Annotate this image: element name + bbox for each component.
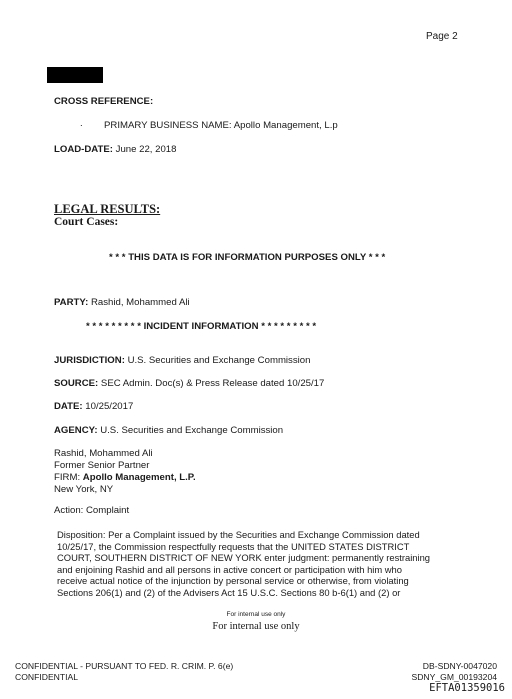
disposition-line: COURT, SOUTHERN DISTRICT OF NEW YORK enter judgment: permanently restraining — [57, 552, 431, 564]
firm-value: Apollo Management, L.P. — [82, 472, 196, 483]
date-value: 10/25/2017 — [85, 401, 134, 412]
date — [54, 401, 133, 413]
agency-label: AGENCY: — [54, 425, 98, 436]
confidential-line-1: CONFIDENTIAL - PURSUANT TO FED. R. CRIM. P. 6(e) — [15, 661, 234, 671]
page-number: Page 2 — [426, 31, 458, 42]
internal-use-large: For internal use only — [212, 621, 300, 632]
jurisdiction-value: U.S. Securities and Exchange Commission — [127, 355, 311, 366]
efta-stamp: EFTA01359016 — [429, 682, 505, 694]
person-name: Rashid, Mohammed Ali — [54, 448, 153, 459]
agency-value: U.S. Securities and Exchange Commission — [100, 425, 284, 436]
doc-id-1: DB-SDNY-0047020 — [422, 661, 497, 671]
source-value: SEC Admin. Doc(s) & Press Release dated 10/25/17 — [100, 378, 325, 389]
disposition-line: 10/25/17, the Commission respectfully requests that the UNITED STATES DISTRICT — [57, 540, 410, 552]
agency — [54, 425, 283, 437]
disposition-line: and enjoining Rashid and all persons in active concert or participation with him who — [57, 563, 402, 575]
source-label: SOURCE: — [54, 378, 99, 389]
disposition-line: Sections 206(1) and (2) of the Advisers Act 15 U.S.C. Sections 80 b-6(1) and (2) or — [57, 586, 401, 598]
jurisdiction — [54, 355, 310, 367]
information-notice: * * * THIS DATA IS FOR INFORMATION PURPOSES ONLY * * * — [109, 252, 386, 263]
party-label: PARTY: — [54, 297, 89, 308]
person-title: Former Senior Partner — [54, 460, 150, 471]
firm-label: FIRM: — [54, 472, 81, 483]
date-label: DATE: — [54, 401, 83, 412]
party-value: Rashid, Mohammed Ali — [90, 297, 190, 308]
action: Action: Complaint — [54, 505, 130, 516]
legal-results-heading: LEGAL RESULTS: — [54, 202, 161, 216]
bullet: . — [80, 118, 83, 129]
disposition-paragraph — [57, 529, 457, 599]
cross-reference-heading: CROSS REFERENCE: — [54, 96, 154, 107]
court-cases-subheading: Court Cases: — [54, 216, 119, 228]
disposition-line: receive actual notice of the injunction by personal service or otherwise, from violating — [57, 575, 409, 587]
confidential-line-2: CONFIDENTIAL — [15, 672, 79, 682]
load-date-label: LOAD-DATE: — [54, 144, 113, 155]
redaction-block — [47, 67, 103, 83]
load-date-value: June 22, 2018 — [115, 144, 177, 155]
party — [54, 297, 190, 309]
disposition-line: Disposition: Per a Complaint issued by the Securities and Exchange Commission dated — [57, 529, 420, 540]
incident-information-header: * * * * * * * * * INCIDENT INFORMATION * * * * * * * * * — [86, 321, 317, 332]
internal-use-small: For internal use only — [226, 611, 286, 618]
source — [54, 378, 324, 390]
doc-id-2: SDNY_GM_00193204 — [411, 672, 497, 682]
jurisdiction-label: JURISDICTION: — [54, 355, 125, 366]
person-location: New York, NY — [54, 484, 114, 495]
primary-business-name: PRIMARY BUSINESS NAME: Apollo Management, L.p — [104, 120, 338, 131]
person-firm — [54, 472, 196, 484]
load-date — [54, 144, 176, 156]
